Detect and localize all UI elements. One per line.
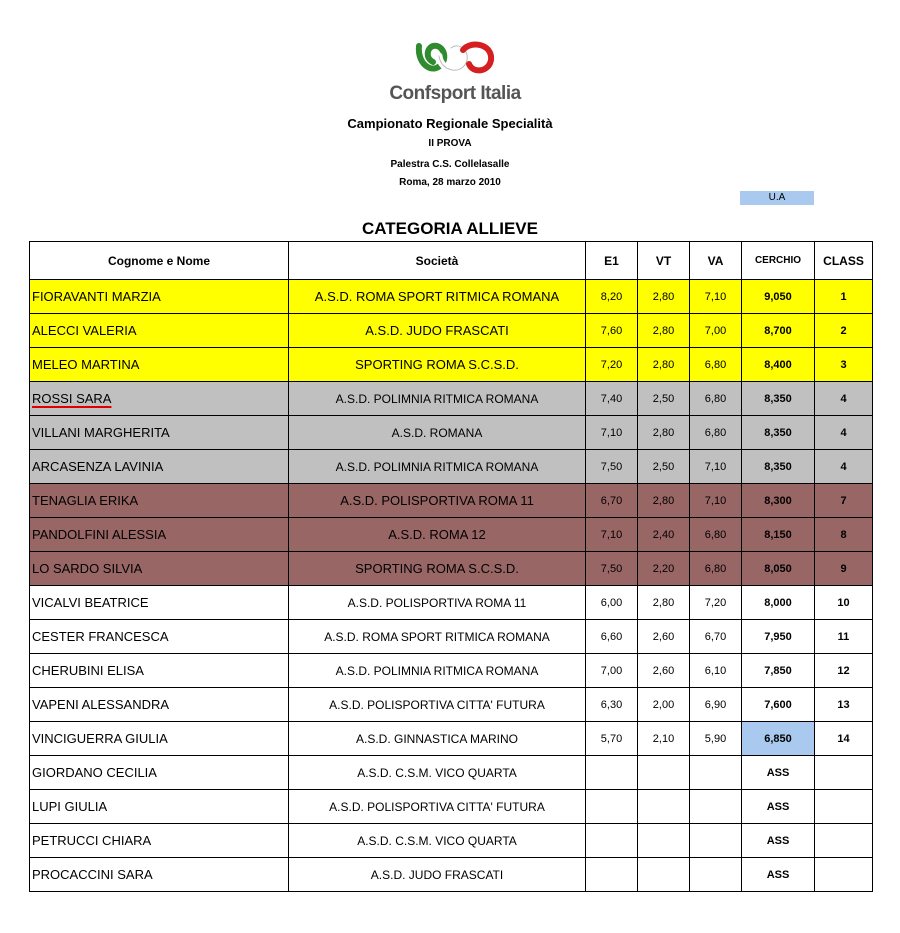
class-rank: 4 — [815, 450, 873, 484]
cerchio-score: 7,950 — [742, 620, 815, 654]
e1-score — [586, 790, 638, 824]
va-score: 6,80 — [690, 518, 742, 552]
society-name: SPORTING ROMA S.C.S.D. — [289, 552, 586, 586]
athlete-name: PANDOLFINI ALESSIA — [30, 518, 289, 552]
society-name: A.S.D. C.S.M. VICO QUARTA — [289, 756, 586, 790]
cerchio-score: 8,350 — [742, 416, 815, 450]
vt-score: 2,60 — [638, 654, 690, 688]
va-score: 6,70 — [690, 620, 742, 654]
class-rank: 13 — [815, 688, 873, 722]
society-name: A.S.D. POLISPORTIVA ROMA 11 — [289, 586, 586, 620]
table-row — [30, 552, 873, 586]
e1-score: 7,20 — [586, 348, 638, 382]
athlete-name-text: ROSSI SARA — [32, 391, 112, 406]
e1-score: 7,40 — [586, 382, 638, 416]
athlete-name: ALECCI VALERIA — [30, 314, 289, 348]
cerchio-score: 8,700 — [742, 314, 815, 348]
society-name: A.S.D. JUDO FRASCATI — [289, 314, 586, 348]
confsport-emblem-icon — [413, 36, 497, 80]
class-rank: 3 — [815, 348, 873, 382]
e1-score: 7,50 — [586, 552, 638, 586]
cerchio-score: ASS — [742, 824, 815, 858]
class-rank: 1 — [815, 280, 873, 314]
vt-score: 2,40 — [638, 518, 690, 552]
class-rank: 12 — [815, 654, 873, 688]
va-score: 7,20 — [690, 586, 742, 620]
table-row — [30, 722, 873, 756]
athlete-name — [30, 382, 289, 416]
vt-score: 2,60 — [638, 620, 690, 654]
athlete-name: LO SARDO SILVIA — [30, 552, 289, 586]
col-header-cerchio: CERCHIO — [742, 242, 815, 280]
cerchio-score: 8,300 — [742, 484, 815, 518]
va-score: 5,90 — [690, 722, 742, 756]
cerchio-score: 8,150 — [742, 518, 815, 552]
society-name: A.S.D. GINNASTICA MARINO — [289, 722, 586, 756]
cerchio-score: 8,050 — [742, 552, 815, 586]
ua-badge: U.A — [740, 191, 814, 205]
e1-score — [586, 756, 638, 790]
vt-score — [638, 756, 690, 790]
class-rank: 4 — [815, 382, 873, 416]
class-rank — [815, 756, 873, 790]
table-row — [30, 824, 873, 858]
results-table — [29, 241, 873, 892]
col-header-va: VA — [690, 242, 742, 280]
logo-text: Confsport Italia — [389, 83, 521, 104]
society-name: A.S.D. POLISPORTIVA CITTA' FUTURA — [289, 790, 586, 824]
cerchio-score: 9,050 — [742, 280, 815, 314]
athlete-name: FIORAVANTI MARZIA — [30, 280, 289, 314]
athlete-name: PROCACCINI SARA — [30, 858, 289, 892]
vt-score — [638, 790, 690, 824]
date-label: Roma, 28 marzo 2010 — [399, 177, 501, 188]
athlete-name: CHERUBINI ELISA — [30, 654, 289, 688]
athlete-name: LUPI GIULIA — [30, 790, 289, 824]
vt-score: 2,80 — [638, 280, 690, 314]
vt-score: 2,80 — [638, 416, 690, 450]
table-row — [30, 382, 873, 416]
class-rank: 7 — [815, 484, 873, 518]
table-row — [30, 314, 873, 348]
e1-score — [586, 858, 638, 892]
table-row — [30, 790, 873, 824]
va-score: 6,80 — [690, 348, 742, 382]
society-name: A.S.D. POLIMNIA RITMICA ROMANA — [289, 382, 586, 416]
confsport-logo — [380, 36, 530, 108]
table-row — [30, 586, 873, 620]
class-rank: 10 — [815, 586, 873, 620]
va-score: 6,90 — [690, 688, 742, 722]
athlete-name: ARCASENZA LAVINIA — [30, 450, 289, 484]
vt-score: 2,50 — [638, 382, 690, 416]
table-row — [30, 654, 873, 688]
category-title: CATEGORIA ALLIEVE — [362, 219, 538, 238]
venue-label: Palestra C.S. Collelasalle — [390, 159, 510, 170]
col-header-vt: VT — [638, 242, 690, 280]
col-header-name: Cognome e Nome — [30, 242, 289, 280]
vt-score: 2,80 — [638, 484, 690, 518]
e1-score: 7,00 — [586, 654, 638, 688]
round-label: II PROVA — [428, 138, 472, 149]
table-row — [30, 756, 873, 790]
vt-score — [638, 824, 690, 858]
va-score: 6,80 — [690, 382, 742, 416]
society-name: A.S.D. POLISPORTIVA ROMA 11 — [289, 484, 586, 518]
va-score: 6,10 — [690, 654, 742, 688]
cerchio-score: ASS — [742, 858, 815, 892]
col-header-society: Società — [289, 242, 586, 280]
athlete-name: PETRUCCI CHIARA — [30, 824, 289, 858]
championship-title: Campionato Regionale Specialità — [347, 116, 553, 131]
society-name: SPORTING ROMA S.C.S.D. — [289, 348, 586, 382]
society-name: A.S.D. ROMA SPORT RITMICA ROMANA — [289, 620, 586, 654]
col-header-e1: E1 — [586, 242, 638, 280]
society-name: A.S.D. JUDO FRASCATI — [289, 858, 586, 892]
athlete-name: VINCIGUERRA GIULIA — [30, 722, 289, 756]
header-row — [30, 242, 873, 280]
cerchio-score: ASS — [742, 790, 815, 824]
e1-score: 5,70 — [586, 722, 638, 756]
class-rank: 14 — [815, 722, 873, 756]
e1-score — [586, 824, 638, 858]
society-name: A.S.D. C.S.M. VICO QUARTA — [289, 824, 586, 858]
e1-score: 6,60 — [586, 620, 638, 654]
va-score: 6,80 — [690, 416, 742, 450]
table-row — [30, 858, 873, 892]
vt-score: 2,80 — [638, 348, 690, 382]
vt-score: 2,20 — [638, 552, 690, 586]
table-row — [30, 484, 873, 518]
vt-score: 2,80 — [638, 314, 690, 348]
cerchio-score: 6,850 — [742, 722, 815, 756]
athlete-name: VILLANI MARGHERITA — [30, 416, 289, 450]
col-header-class: CLASS — [815, 242, 873, 280]
e1-score: 7,50 — [586, 450, 638, 484]
vt-score: 2,80 — [638, 586, 690, 620]
class-rank — [815, 824, 873, 858]
class-rank: 2 — [815, 314, 873, 348]
society-name: A.S.D. POLISPORTIVA CITTA' FUTURA — [289, 688, 586, 722]
vt-score: 2,00 — [638, 688, 690, 722]
cerchio-score: 8,350 — [742, 382, 815, 416]
va-score: 7,00 — [690, 314, 742, 348]
e1-score: 7,10 — [586, 416, 638, 450]
table-row — [30, 518, 873, 552]
va-score — [690, 824, 742, 858]
va-score: 7,10 — [690, 484, 742, 518]
athlete-name: MELEO MARTINA — [30, 348, 289, 382]
athlete-name: CESTER FRANCESCA — [30, 620, 289, 654]
e1-score: 6,70 — [586, 484, 638, 518]
va-score: 7,10 — [690, 280, 742, 314]
vt-score — [638, 858, 690, 892]
table-row — [30, 620, 873, 654]
table-row — [30, 450, 873, 484]
table-row — [30, 280, 873, 314]
vt-score: 2,50 — [638, 450, 690, 484]
cerchio-score: 8,400 — [742, 348, 815, 382]
va-score: 6,80 — [690, 552, 742, 586]
society-name: A.S.D. ROMANA — [289, 416, 586, 450]
e1-score: 7,10 — [586, 518, 638, 552]
class-rank: 4 — [815, 416, 873, 450]
e1-score: 8,20 — [586, 280, 638, 314]
athlete-name: VICALVI BEATRICE — [30, 586, 289, 620]
va-score — [690, 756, 742, 790]
cerchio-score: ASS — [742, 756, 815, 790]
class-rank: 9 — [815, 552, 873, 586]
class-rank — [815, 858, 873, 892]
table-row — [30, 688, 873, 722]
cerchio-score: 8,350 — [742, 450, 815, 484]
cerchio-score: 8,000 — [742, 586, 815, 620]
society-name: A.S.D. ROMA SPORT RITMICA ROMANA — [289, 280, 586, 314]
athlete-name: TENAGLIA ERIKA — [30, 484, 289, 518]
society-name: A.S.D. POLIMNIA RITMICA ROMANA — [289, 654, 586, 688]
e1-score: 6,30 — [586, 688, 638, 722]
va-score — [690, 790, 742, 824]
e1-score: 7,60 — [586, 314, 638, 348]
society-name: A.S.D. POLIMNIA RITMICA ROMANA — [289, 450, 586, 484]
society-name: A.S.D. ROMA 12 — [289, 518, 586, 552]
va-score — [690, 858, 742, 892]
vt-score: 2,10 — [638, 722, 690, 756]
class-rank: 8 — [815, 518, 873, 552]
athlete-name: VAPENI ALESSANDRA — [30, 688, 289, 722]
class-rank — [815, 790, 873, 824]
e1-score: 6,00 — [586, 586, 638, 620]
va-score: 7,10 — [690, 450, 742, 484]
cerchio-score: 7,850 — [742, 654, 815, 688]
athlete-name: GIORDANO CECILIA — [30, 756, 289, 790]
table-row — [30, 416, 873, 450]
table-row — [30, 348, 873, 382]
class-rank: 11 — [815, 620, 873, 654]
cerchio-score: 7,600 — [742, 688, 815, 722]
